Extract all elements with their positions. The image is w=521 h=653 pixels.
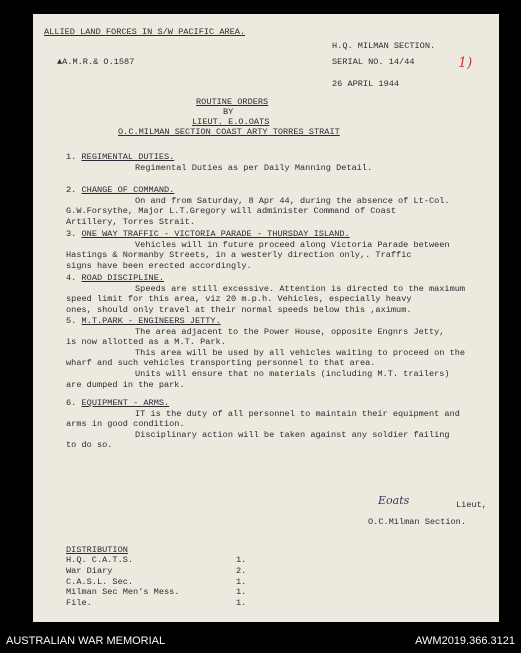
section-number: 3. [66, 229, 77, 239]
distribution-row [66, 587, 247, 598]
section-number: 4. [66, 273, 77, 283]
footer-bar [0, 622, 521, 653]
section-heading [66, 152, 174, 163]
distribution-heading: DISTRIBUTION [66, 545, 128, 555]
section-text-line: Regimental Duties as per Daily Manning Detail. [135, 162, 373, 173]
header-serial: SERIAL NO. 14/44 [332, 57, 415, 67]
footer-left: AUSTRALIAN WAR MEMORIAL [6, 635, 166, 647]
distribution-row [66, 555, 247, 566]
header-ref-text: A.M.R.& O.1587 [62, 57, 135, 67]
section-number: 1. [66, 152, 77, 162]
section-text-line: speed limit for this area, viz 20 m.p.h. Vehicles, especially heavy [66, 294, 412, 305]
distribution-recipient: War Diary [66, 565, 113, 576]
section-text-line: are dumped in the park. [66, 379, 185, 390]
distribution-row [66, 576, 247, 588]
section-text-line: Speeds are still excessive. Attention is directed to the maximum [135, 283, 466, 294]
section-heading [66, 185, 174, 196]
section-text-line: to do so. [66, 440, 113, 451]
section-heading [66, 398, 169, 409]
section-text-line: is now allotted as a M.T. Park. [66, 337, 226, 348]
section-text-line: wharf and such vehicles transporting personnel to that area. [66, 358, 376, 369]
distribution-qty: 2. [236, 565, 247, 576]
section-number: 6. [66, 398, 77, 408]
section-title: ONE WAY TRAFFIC - VICTORIA PARADE - THURSDAY ISLAND. [81, 229, 350, 239]
section-text-line: G.W.Forsythe, Major L.T.Gregory will administer Command of Coast [66, 206, 397, 217]
distribution-qty: 1. [236, 576, 247, 587]
section-heading [66, 229, 350, 240]
header-ref: ▲A.M.R.& O.1587 [57, 57, 135, 67]
section-text-line: On and from Saturday, 8 Apr 44, during the absence of Lt-Col. [135, 195, 450, 206]
distribution-qty: 1. [236, 598, 247, 609]
section-text-line: signs have been erected accordingly. [66, 260, 252, 271]
section-title: M.T.PARK - ENGINEERS JETTY. [81, 316, 221, 326]
signature-position: O.C.Milman Section. [368, 517, 466, 527]
annotation-mark: 1) [458, 55, 473, 71]
title-line-2: BY [223, 107, 234, 117]
distribution-qty: 1. [236, 587, 247, 598]
section-title: EQUIPMENT - ARMS. [81, 398, 170, 408]
distribution-recipient: File. [66, 598, 92, 609]
distribution-qty: 1. [236, 555, 247, 565]
handwritten-signature: Eoats [378, 494, 410, 507]
distribution-recipient: Milman Sec Men's Mess. [66, 587, 180, 598]
section-text-line: ones, should only travel at their normal speeds below this ,aximum. [66, 304, 412, 315]
section-text-line: The area adjacent to the Power House, opposite Engnrs Jetty, [135, 326, 445, 337]
section-title: REGIMENTAL DUTIES. [81, 152, 175, 162]
header-top-right: H.Q. MILMAN SECTION. [332, 41, 436, 51]
footer-right: AWM2019.366.3121 [415, 635, 515, 647]
header-top-left: ALLIED LAND FORCES IN S/W PACIFIC AREA. [44, 27, 246, 37]
section-text-line: Vehicles will in future proceed along Victoria Parade between [135, 239, 450, 250]
section-title: CHANGE OF COMMAND. [81, 185, 175, 195]
distribution-recipient: H.Q. C.A.T.S. [66, 555, 134, 565]
section-text-line: arms in good condition. [66, 419, 185, 430]
section-number: 2. [66, 185, 77, 195]
section-text-line: Artillery, Torres Strait. [66, 216, 195, 227]
section-text-line: Hastings & Normanby Streets, in a westerly direction only,. Traffic [66, 250, 412, 261]
section-text-line: Disciplinary action will be taken against any soldier failing [135, 429, 450, 440]
document-page [33, 14, 499, 622]
header-date: 26 APRIL 1944 [332, 79, 400, 89]
section-number: 5. [66, 316, 77, 326]
section-text-line: This area will be used by all vehicles waiting to proceed on the [135, 347, 466, 358]
section-heading [66, 316, 221, 327]
distribution-row [66, 598, 247, 609]
title-line-4: O.C.MILMAN SECTION COAST ARTY TORRES STRAIT [118, 127, 340, 137]
section-text-line: IT is the duty of all personnel to maintain their equipment and [135, 408, 460, 419]
section-heading [66, 273, 164, 284]
signature-rank: Lieut, [456, 500, 487, 510]
title-line-3: LIEUT. E.O.OATS [192, 117, 270, 127]
section-text-line: Units will ensure that no materials (including M.T. trailers) [135, 369, 450, 379]
distribution-row [66, 565, 247, 577]
section-title: ROAD DISCIPLINE. [81, 273, 165, 283]
distribution-recipient: C.A.S.L. Sec. [66, 576, 134, 587]
title-line-1: ROUTINE ORDERS [196, 97, 269, 107]
